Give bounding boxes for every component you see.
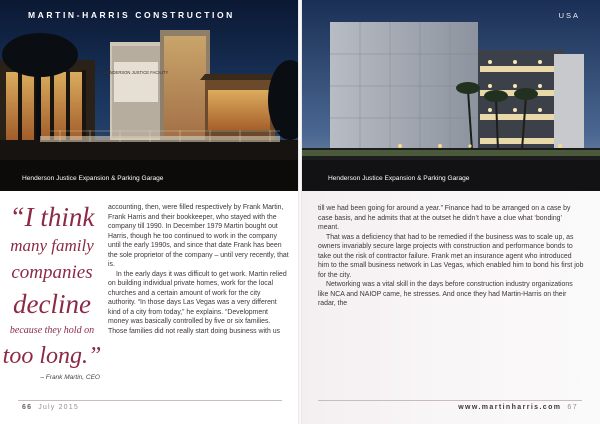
pull-quote bbox=[0, 204, 104, 368]
pull-quote-line: many family bbox=[10, 236, 94, 255]
publication-title: MARTIN-HARRIS CONSTRUCTION bbox=[28, 10, 235, 20]
region-label: USA bbox=[558, 11, 580, 20]
issue-date: July 2015 bbox=[38, 404, 79, 411]
page-number: 67 bbox=[567, 404, 578, 411]
photo-parking-garage bbox=[300, 0, 600, 191]
footer-rule bbox=[318, 400, 582, 401]
building-sign-text: HENDERSON JUSTICE FACILITY bbox=[103, 70, 169, 75]
footer-left bbox=[22, 404, 79, 411]
pull-quote-line: because they hold on bbox=[9, 325, 95, 336]
pull-quote-line: companies bbox=[11, 262, 93, 283]
paragraph: That was a deficiency that had to be remedied if the business was to scale up, as owners invariably secure large projects with construction and performance bonds to take out the risk of contractor failure. Frank met an insurance agent who introduced him to the small business network in Las Vegas, which enabled him to bond his first job for the city. bbox=[318, 233, 584, 279]
pull-quote-attribution: – Frank Martin, CEO bbox=[40, 374, 100, 381]
article-column-right bbox=[318, 204, 584, 309]
photo-caption-right: Henderson Justice Expansion & Parking Garage bbox=[328, 175, 470, 182]
photo-caption-left: Henderson Justice Expansion & Parking Garage bbox=[22, 175, 164, 182]
pull-quote-line: “I think bbox=[9, 202, 95, 232]
article-column-left bbox=[108, 203, 290, 336]
website-link[interactable]: www.martinharris.com bbox=[458, 404, 562, 411]
paragraph: accounting, then, were filled respectively by Frank Martin, Frank Harris and their bookkeeper, who stayed with the company till 1990. In December 1979 Martin bought out Harris, though he too continued to work in the company until the early 1990s, and since that date Frank has been the sole proprietor of the company – until very recently, that is. bbox=[108, 204, 289, 268]
parking-garage-illustration bbox=[300, 0, 600, 191]
pull-quote-line: too long.” bbox=[2, 343, 102, 369]
spine-gutter bbox=[298, 0, 302, 424]
photo-justice-building bbox=[0, 0, 300, 191]
right-page bbox=[300, 0, 600, 424]
paragraph: till we had been going for around a year.” Finance had to be arranged on a case by case basis, and he admits that at the outset he didn’t have a clue what ‘bonding’ meant. bbox=[318, 205, 571, 231]
justice-building-illustration bbox=[0, 0, 300, 191]
page-number: 66 bbox=[22, 404, 33, 411]
footer-rule bbox=[18, 400, 282, 401]
footer-right bbox=[458, 404, 578, 411]
paragraph: Networking was a vital skill in the days before construction industry organizations like NCA and NAIOP came, he stresses. And once they had Martin-Harris on their radar, the bbox=[318, 281, 573, 307]
paragraph: In the early days it was difficult to get work. Martin relied on building individual private homes, work for the local churches and a certain amount of work for the city authority. “In those days Las Vegas was a very different kind of a city from today,” he explains. “Development money was basically controlled by five or six families. Those families did not really start doing business with us bbox=[108, 270, 287, 335]
pull-quote-line: decline bbox=[13, 289, 91, 319]
